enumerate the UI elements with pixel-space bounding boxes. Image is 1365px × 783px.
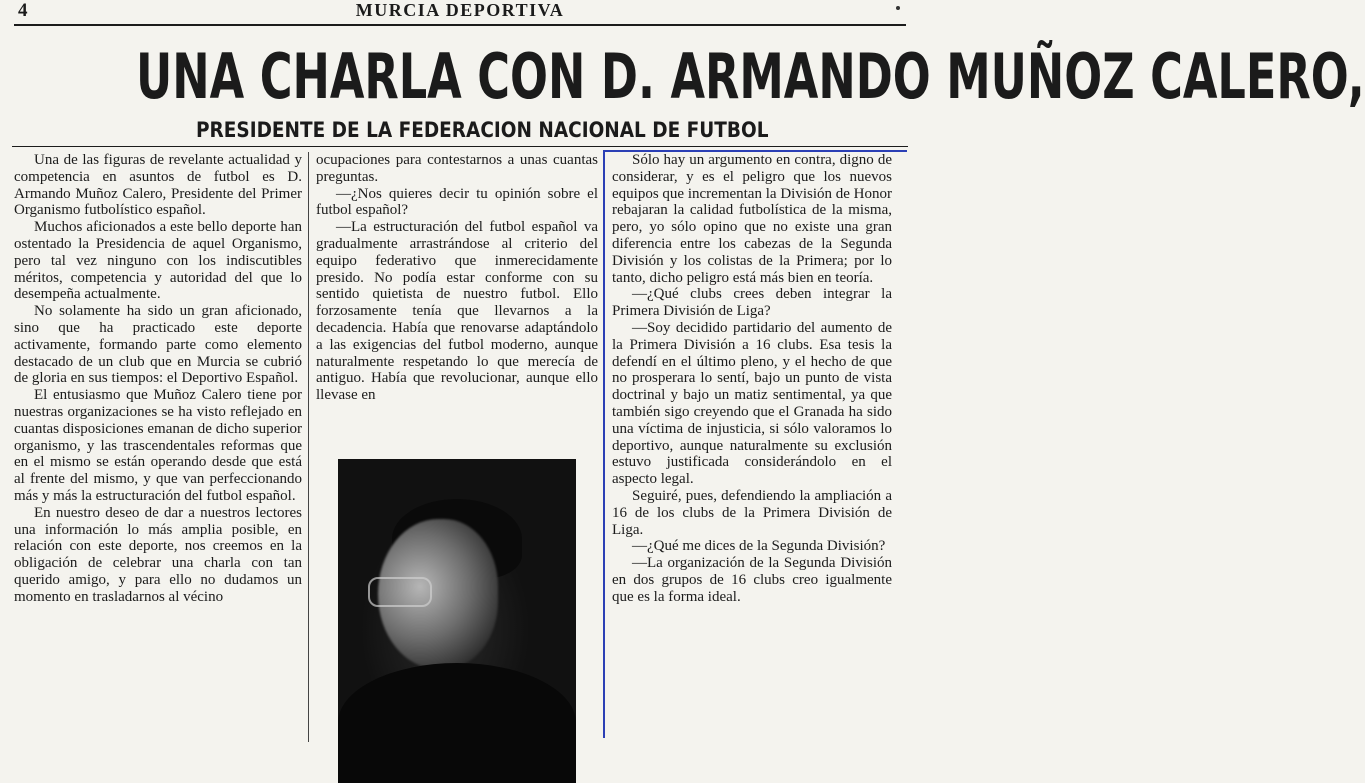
question: —¿Qué clubs crees deben integrar la Primera División de Liga?	[612, 286, 892, 320]
paragraph: Muchos aficionados a este bello deporte han ostentado la Presidencia de aquel Organismo, pero tal vez ninguno con los indiscutibles méritos, competencia y autoridad del que lo desempeña actualmente.	[14, 219, 302, 303]
question: —¿Nos quieres decir tu opinión sobre el futbol español?	[316, 185, 598, 219]
subhead-rule	[12, 146, 908, 147]
article-column-2	[316, 152, 598, 404]
subhead: PRESIDENTE DE LA FEDERACION NACIONAL DE FUTBOL	[196, 118, 769, 142]
answer: —La estructuración del futbol español va gradualmente arrastrándose al criterio del equipo federativo que inmerecidamente presido. No podía estar conforme con su sentido quietista de nuestro futbol. Ello forzosamente tenía que llevarnos a la decadencia. Había que renovarse adaptándolo a las exigencias del futbol moderno, aunque naturalmente respetando lo que merecía de antiguo. Había que revolucionar, aunque ello llevase en	[316, 219, 598, 404]
headline: UNA CHARLA CON D. ARMANDO MUÑOZ CALERO,	[136, 40, 1365, 113]
masthead-rule	[14, 24, 906, 26]
paragraph: El entusiasmo que Muñoz Calero tiene por nuestras organizaciones se ha visto reflejado en cuantas disposiciones emanan de dicho superior organismo, y las trascendentales reformas que en el mismo se están operando desde que está al frente del mismo, y que van perfeccionando más y más la estructuración del futbol español.	[14, 387, 302, 504]
article-column-3	[612, 152, 892, 606]
paragraph: Una de las figuras de revelante actualidad y competencia en asuntos de futbol es D. Armando Muñoz Calero, Presidente del Primer Organismo futbolístico español.	[14, 152, 302, 219]
column-divider	[308, 152, 309, 742]
portrait-shoulder	[338, 663, 576, 783]
question: —¿Qué me dices de la Segunda División?	[632, 538, 886, 555]
portrait-photo	[338, 459, 576, 743]
masthead: MURCIA DEPORTIVA	[355, 0, 565, 20]
paragraph: Seguiré, pues, defendiendo la ampliación a 16 de los clubs de la Primera División de Liga.	[612, 487, 892, 538]
answer: —La organización de la Segunda División en dos grupos de 16 clubs creo igualmente que es la forma ideal.	[612, 555, 892, 605]
article-column-1	[14, 152, 302, 606]
paragraph: Sólo hay un argumento en contra, digno de considerar, y es el peligro que los nuevos equipos que incrementan la División de Honor rebajaran la calidad futbolística de la misma, pero, yo sólo opino que no existe una gran diferencia entre los cabezas de la Segunda División y los colistas de la Primera; por lo tanto, dicho peligro está más bien en teoría.	[612, 152, 892, 286]
answer: —Soy decidido partidario del aumento de la Primera División a 16 clubs. Esa tesis la defendí en el último pleno, y el hecho de que no prosperara lo sentí, bajo un punto de vista doctrinal y bajo un matiz sentimental, ya que también sigo creyendo que el Granada ha sido una víctima de injusticia, si sólo valoramos lo deportivo, aunque naturalmente su exclusión estuvo justificada considerándolo en el aspecto legal.	[612, 319, 892, 488]
paragraph: En nuestro deseo de dar a nuestros lectores una información lo más amplia posible, en relación con este deporte, nos creemos en la obligación de celebrar una charla con tan querido amigo, y para ello no dudamos un momento en trasladarnos al vécino	[14, 504, 302, 605]
page-number: 4	[18, 0, 28, 21]
paragraph: No solamente ha sido un gran aficionado, sino que ha practicado este deporte activamente, formando parte como elemento destacado de un club que en Murcia se cubrió de gloria en sus tiempos: el Deportivo Español.	[14, 303, 302, 387]
ink-speck	[896, 6, 900, 10]
paragraph: ocupaciones para contestarnos a unas cuantas preguntas.	[316, 152, 598, 185]
portrait-glasses	[368, 577, 432, 607]
